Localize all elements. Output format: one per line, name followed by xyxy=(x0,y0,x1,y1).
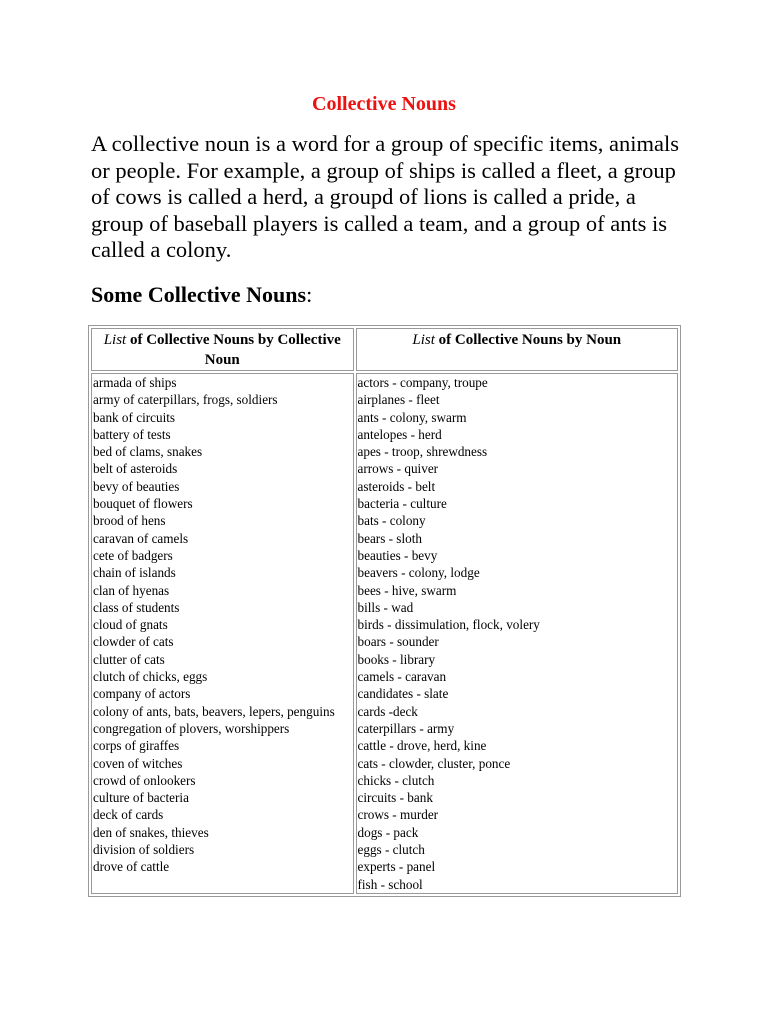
list-item: birds - dissimulation, flock, volery xyxy=(357,617,540,633)
list-item: drove of cattle xyxy=(93,859,170,875)
list-item: congregation of plovers, worshippers xyxy=(93,720,290,736)
list-item: chicks - clutch xyxy=(357,772,435,788)
header-italic: List xyxy=(412,332,435,348)
list-item: battery of tests xyxy=(93,426,171,442)
list-item: cete of badgers xyxy=(93,547,173,563)
list-item: den of snakes, thieves xyxy=(93,824,209,840)
list-item: chain of islands xyxy=(93,565,176,581)
list-item: bevy of beauties xyxy=(93,478,180,494)
list-item: beavers - colony, lodge xyxy=(357,565,480,581)
list-item: belt of asteroids xyxy=(93,461,178,477)
list-item: clutter of cats xyxy=(93,651,165,667)
list-item: bears - sloth xyxy=(357,530,422,546)
list-item: bills - wad xyxy=(357,599,414,615)
collective-nouns-table xyxy=(88,325,681,897)
list-item: crowd of onlookers xyxy=(93,772,196,788)
list-item: cards -deck xyxy=(357,703,418,719)
list-item: army of caterpillars, frogs, soldiers xyxy=(93,392,278,408)
list-item: airplanes - fleet xyxy=(357,392,440,408)
section-heading-text: Some Collective Nouns xyxy=(91,282,307,307)
list-item: cattle - drove, herd, kine xyxy=(357,738,487,754)
list-item: eggs - clutch xyxy=(357,842,425,858)
list-item: class of students xyxy=(93,599,180,615)
list-item: armada of ships xyxy=(93,375,177,390)
collective-noun-list xyxy=(93,374,352,876)
header-by-noun xyxy=(356,328,679,371)
list-item: caravan of camels xyxy=(93,530,189,546)
list-item: bacteria - culture xyxy=(357,496,447,512)
column-by-collective-noun xyxy=(91,373,354,894)
list-item: circuits - bank xyxy=(357,790,433,806)
list-item: boars - sounder xyxy=(357,634,439,650)
list-item: clowder of cats xyxy=(93,634,174,650)
list-item: candidates - slate xyxy=(357,686,449,702)
list-item: bed of clams, snakes xyxy=(93,444,203,460)
list-item: bouquet of flowers xyxy=(93,496,193,512)
list-item: clutch of chicks, eggs xyxy=(93,669,208,685)
list-item: actors - company, troupe xyxy=(357,375,488,390)
noun-list xyxy=(358,374,677,893)
list-item: bats - colony xyxy=(357,513,426,529)
intro-paragraph: A collective noun is a word for a group of specific items, animals or people. For example, a group of ships is called a fleet, a group of cows is called a herd, a groupd of lions is called a pride, a group of baseball players is called a team, and a group of ants is called a colony. xyxy=(91,131,679,262)
list-item: colony of ants, bats, beavers, lepers, penguins xyxy=(93,703,335,719)
list-item: fish - school xyxy=(357,876,423,892)
list-item: deck of cards xyxy=(93,807,164,823)
list-item: crows - murder xyxy=(357,807,439,823)
section-heading-colon: : xyxy=(306,282,313,307)
list-item: company of actors xyxy=(93,686,191,702)
header-text: of Collective Nouns by Collective Noun xyxy=(126,332,341,368)
list-item: clan of hyenas xyxy=(93,582,170,598)
list-item: brood of hens xyxy=(93,513,166,529)
table-body-row xyxy=(91,373,678,894)
column-by-noun xyxy=(356,373,679,894)
list-item: ants - colony, swarm xyxy=(357,409,467,425)
list-item: asteroids - belt xyxy=(357,478,436,494)
list-item: corps of giraffes xyxy=(93,738,180,754)
list-item: bank of circuits xyxy=(93,409,176,425)
list-item: experts - panel xyxy=(357,859,436,875)
page-title: Collective Nouns xyxy=(312,93,456,115)
list-item: books - library xyxy=(357,651,436,667)
list-item: camels - caravan xyxy=(357,669,447,685)
header-italic: List xyxy=(103,332,127,348)
list-item: cloud of gnats xyxy=(93,617,168,633)
list-item: culture of bacteria xyxy=(93,790,189,806)
list-item: antelopes - herd xyxy=(357,426,442,442)
header-text: of Collective Nouns by Noun xyxy=(434,332,622,348)
list-item: division of soldiers xyxy=(93,842,195,858)
table-header-row xyxy=(91,328,678,371)
header-by-collective-noun xyxy=(91,328,354,371)
list-item: caterpillars - army xyxy=(357,720,455,736)
list-item: coven of witches xyxy=(93,755,183,771)
list-item: beauties - bevy xyxy=(357,547,438,563)
list-item: apes - troop, shrewdness xyxy=(357,444,488,460)
section-heading xyxy=(91,282,312,308)
list-item: cats - clowder, cluster, ponce xyxy=(357,755,511,771)
list-item: bees - hive, swarm xyxy=(357,582,457,598)
list-item: arrows - quiver xyxy=(357,461,439,477)
list-item: dogs - pack xyxy=(357,824,419,840)
